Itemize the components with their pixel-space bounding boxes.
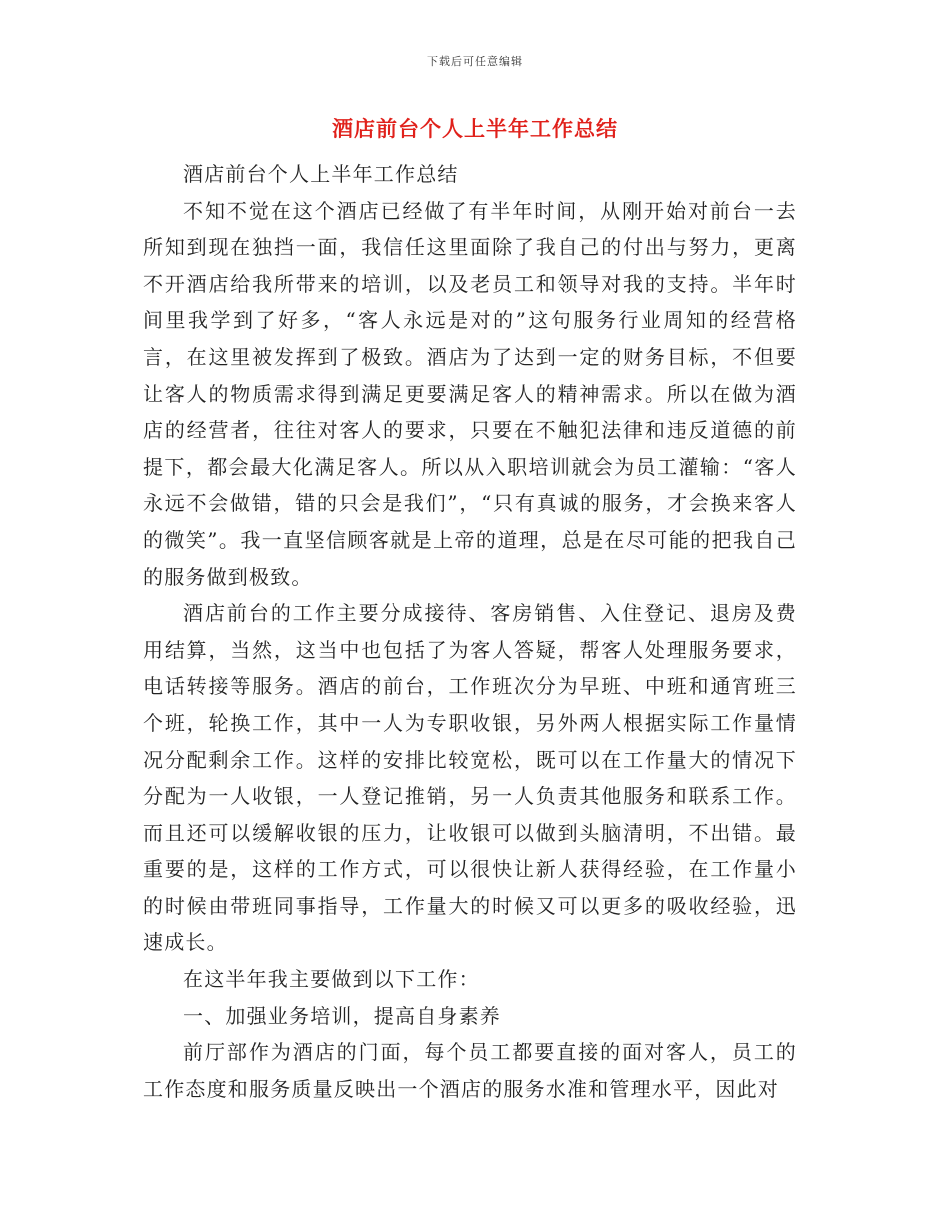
paragraph: 不知不觉在这个酒店已经做了有半年时间，从刚开始对前台一去所知到现在独挡一面，我信任这里面除了我自己的付出与努力，更离不开酒店给我所带来的培训，以及老员工和领导对我的支持。半年时间里我学到了好多，“客人永远是对的”这句服务行业周知的经营格言，在这里被发挥到了极致。酒店为了达到一定的财务目标，不但要让客人的物质需求得到满足更要满足客人的精神需求。所以在做为酒店的经营者，往往对客人的要求，只要在不触犯法律和违反道德的前提下，都会最大化满足客人。所以从入职培训就会为员工灌输：“客人永远不会做错，错的只会是我们”，“只有真诚的服务，才会换来客人的微笑”。我一直坚信顾客就是上帝的道理，总是在尽可能的把我自己的服务做到极致。 — [143, 198, 797, 589]
section-heading: 一、加强业务培训，提高自身素养 — [183, 1003, 501, 1028]
document-body — [143, 156, 797, 1107]
paragraph-subtitle: 酒店前台个人上半年工作总结 — [183, 162, 459, 186]
document-title: 酒店前台个人上半年工作总结 — [332, 116, 618, 141]
paragraph: 酒店前台的工作主要分成接待、客房销售、入住登记、退房及费用结算，当然，这当中也包括了为客人答疑，帮客人处理服务要求，电话转接等服务。酒店的前台，工作班次分为早班、中班和通宵班三个班，轮换工作，其中一人为专职收银，另外两人根据实际工作量情况分配剩余工作。这样的安排比较宽松，既可以在工作量大的情况下分配为一人收银，一人登记推销，另一人负责其他服务和联系工作。而且还可以缓解收银的压力，让收银可以做到头脑清明，不出错。最重要的是，这样的工作方式，可以很快让新人获得经验，在工作量小的时候由带班同事指导，工作量大的时候又可以更多的吸收经验，迅速成长。 — [143, 601, 797, 955]
header-note: 下载后可任意编辑 — [427, 55, 523, 68]
paragraph: 在这半年我主要做到以下工作： — [183, 967, 480, 992]
paragraph: 前厅部作为酒店的门面，每个员工都要直接的面对客人，员工的工作态度和服务质量反映出一个酒店的服务水准和管理水平，因此对 — [143, 1040, 797, 1101]
